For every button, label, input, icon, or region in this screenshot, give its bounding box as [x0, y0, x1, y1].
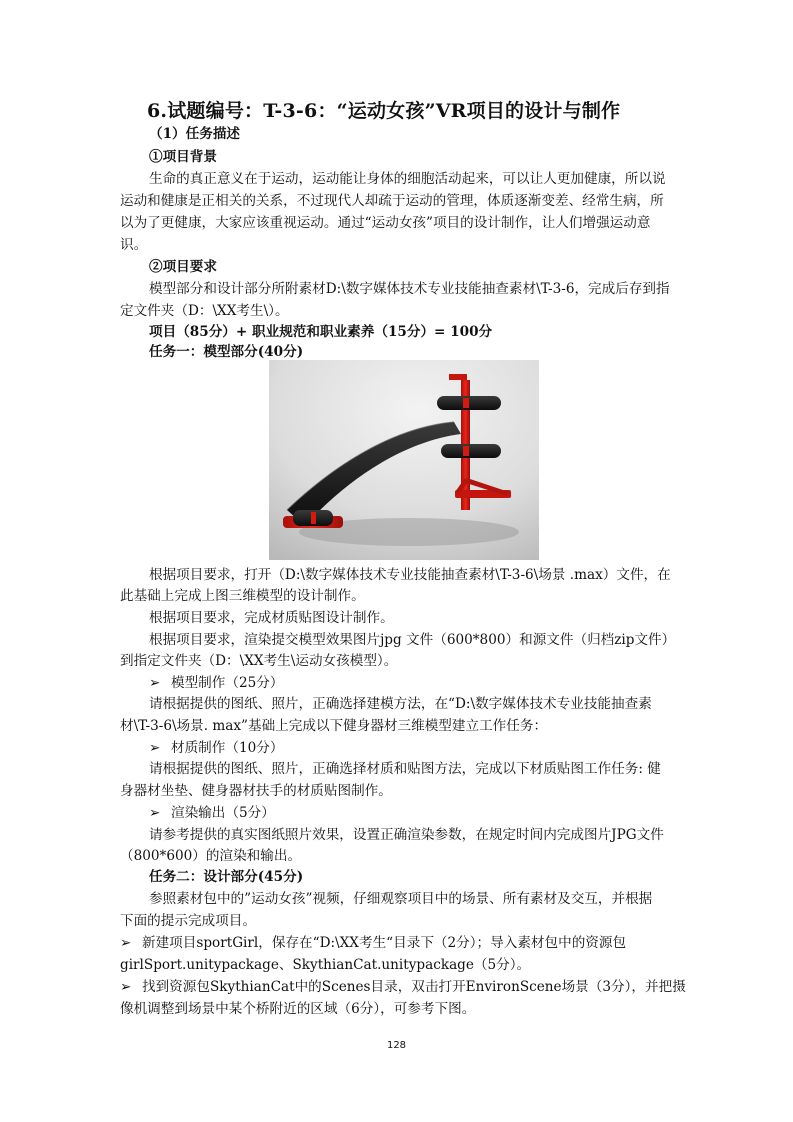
paragraph-line: 材\T-3-6\场景. max”基础上完成以下健身器材三维模型建立工作任务： — [120, 718, 548, 734]
arrow-bullet-icon: ➢ — [120, 979, 132, 995]
step-text: 找到资源包SkythianCat中的Scenes目录，双击打开EnvironScene场景（3分），并把摄 — [142, 979, 686, 995]
paragraph-line: 身器材坐垫、健身器材扶手的材质贴图制作。 — [120, 783, 392, 799]
paragraph-line: 请根据提供的图纸、照片，正确选择材质和贴图方法，完成以下材质贴图工作任务: 健 — [149, 761, 661, 777]
paragraph-line: 像机调整到场景中某个桥附近的区域（6分），可参考下图。 — [120, 1001, 476, 1017]
arrow-bullet-icon: ➢ — [149, 740, 161, 756]
model-heading-text: 模型制作（25分） — [171, 675, 284, 691]
arrow-bullet-icon: ➢ — [149, 675, 161, 691]
subheading-requirements: ②项目要求 — [149, 259, 217, 275]
paragraph-line: 模型部分和设计部分所附素材D:\数字媒体技术专业技能抽查素材\T-3-6，完成后存到指 — [149, 281, 670, 297]
paragraph-line: 请参考提供的真实图纸照片效果，设置正确渲染参数，在规定时间内完成图片JPG文件 — [149, 827, 664, 843]
paragraph-line: 识。 — [120, 237, 148, 253]
sit-up-bench-image — [269, 360, 539, 560]
render-heading — [149, 802, 275, 824]
sit-up-bench-render — [269, 360, 539, 560]
paragraph-line: 生命的真正意义在于运动，运动能让身体的细胞活动起来，可以让人更加健康，所以说 — [149, 171, 666, 187]
step-text: 新建项目sportGirl，保存在“D:\XX考生“目录下（2分）；导入素材包中的资源包 — [142, 935, 627, 951]
subheading-background: ①项目背景 — [149, 149, 217, 165]
step-item — [120, 976, 686, 998]
paragraph-line: 根据项目要求，打开（D:\数字媒体技术专业技能抽查素材\T-3-6\场景 .max）文件，在 — [149, 567, 671, 583]
paragraph-line: 此基础上完成上图三维模型的设计制作。 — [120, 588, 365, 604]
model-heading — [149, 672, 283, 694]
paragraph-line: 定文件夹（D：\XX考生\）。 — [120, 303, 289, 319]
step-item — [120, 932, 626, 954]
paragraph-line: 根据项目要求，渲染提交模型效果图片jpg 文件（600*800）和源文件（归档zip文件） — [149, 632, 676, 648]
task1-heading: 任务一：模型部分(40分) — [149, 344, 304, 360]
paragraph-line: （800*600）的渲染和输出。 — [120, 848, 302, 864]
paragraph-line: girlSport.unitypackage、SkythianCat.unitypackage（5分）。 — [120, 957, 531, 973]
score-line: 项目（85分）+ 职业规范和职业素养（15分）= 100分 — [149, 324, 493, 340]
paragraph-line: 请根据提供的图纸、照片，正确选择建模方法，在“D:\数字媒体技术专业技能抽查素 — [149, 696, 652, 712]
paragraph-line: 下面的提示完成项目。 — [120, 913, 256, 929]
arrow-bullet-icon: ➢ — [149, 805, 161, 821]
render-heading-text: 渲染输出（5分） — [171, 805, 275, 821]
paragraph-line: 到指定文件夹（D：\XX考生\运动女孩模型）。 — [120, 653, 398, 669]
arrow-bullet-icon: ➢ — [120, 935, 132, 951]
material-heading — [149, 737, 283, 759]
task2-heading: 任务二：设计部分(45分) — [149, 869, 304, 885]
section-heading: （1）任务描述 — [149, 126, 241, 142]
page-title: 6.试题编号：T-3-6：“运动女孩”VR项目的设计与制作 — [147, 100, 621, 122]
page-number: 128 — [386, 1040, 407, 1051]
material-heading-text: 材质制作（10分） — [171, 740, 284, 756]
paragraph-line: 根据项目要求，完成材质贴图设计制作。 — [149, 610, 394, 626]
paragraph-line: 参照素材包中的”运动女孩”视频，仔细观察项目中的场景、所有素材及交互，并根据 — [149, 891, 653, 907]
paragraph-line: 以为了更健康，大家应该重视运动。通过“运动女孩”项目的设计制作，让人们增强运动意 — [120, 215, 651, 231]
paragraph-line: 运动和健康是正相关的关系，不过现代人却疏于运动的管理，体质逐渐变差、经常生病，所 — [120, 193, 664, 209]
